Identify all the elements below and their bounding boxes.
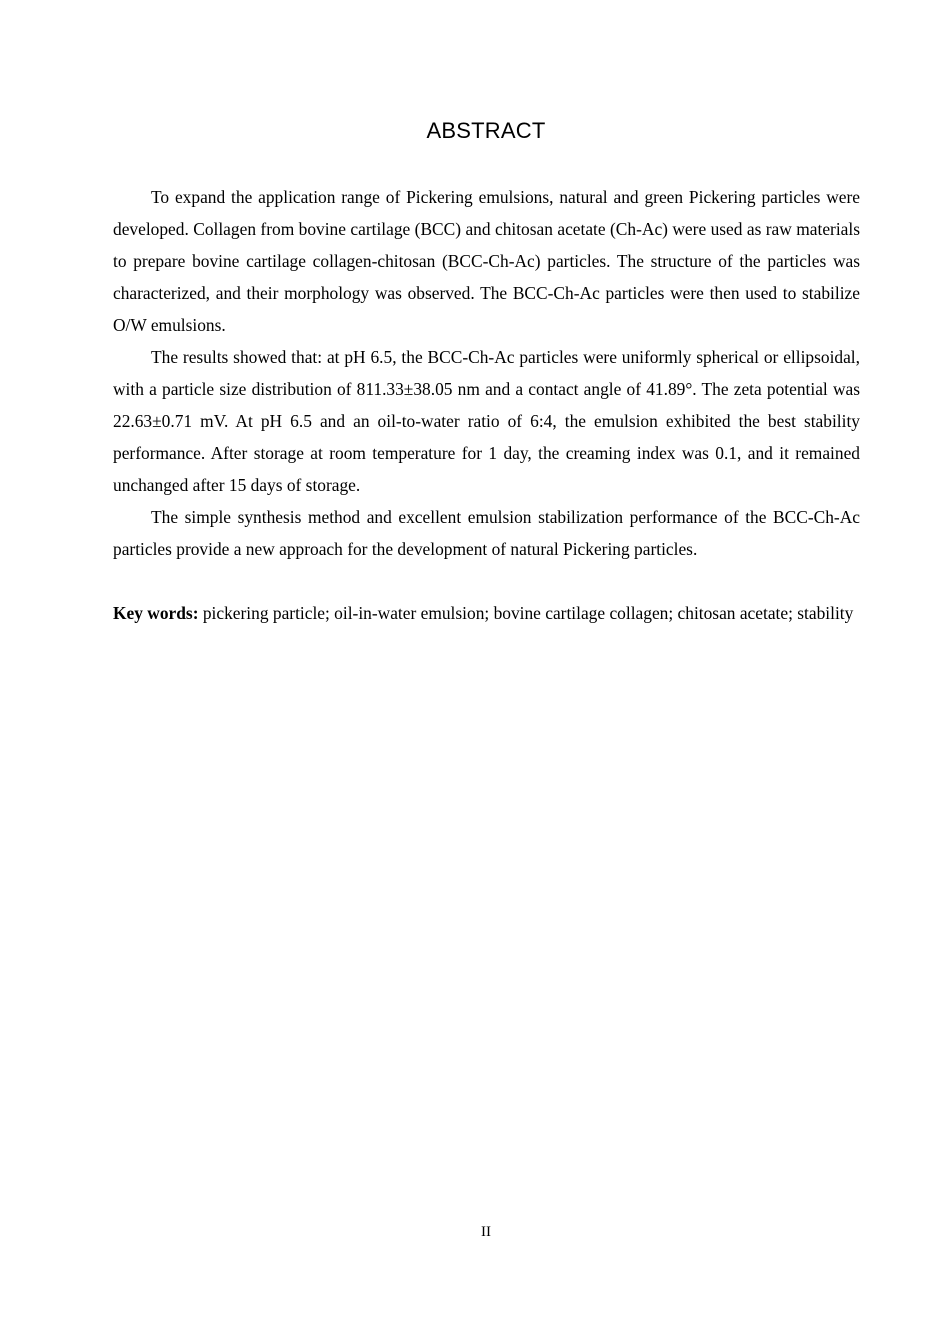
abstract-paragraph-3: The simple synthesis method and excellent emulsion stabilization performance of the BCC-Ch-Ac particles provide a new approach for the development of natural Pickering particles. [113, 507, 860, 559]
keywords-label: Key words: [113, 603, 199, 623]
page-number: II [481, 1224, 491, 1240]
keywords-line [113, 597, 860, 629]
abstract-body [113, 181, 860, 629]
keywords-text: pickering particle; oil-in-water emulsion; bovine cartilage collagen; chitosan acetate; stability [198, 603, 854, 623]
abstract-title: ABSTRACT [426, 118, 546, 143]
abstract-paragraph-2: The results showed that: at pH 6.5, the BCC-Ch-Ac particles were uniformly spherical or ellipsoidal, with a particle size distribution of 811.33±38.05 nm and a contact angle of 41.89°. The zeta potential was 22.63±0.71 mV. At pH 6.5 and an oil-to-water ratio of 6:4, the emulsion exhibited the best stability performance. After storage at room temperature for 1 day, the creaming index was 0.1, and it remained unchanged after 15 days of storage. [113, 347, 860, 495]
abstract-paragraph-1: To expand the application range of Pickering emulsions, natural and green Pickering particles were developed. Collagen from bovine cartilage (BCC) and chitosan acetate (Ch-Ac) were used as raw materials to prepare bovine cartilage collagen-chitosan (BCC-Ch-Ac) particles. The structure of the particles was characterized, and their morphology was observed. The BCC-Ch-Ac particles were then used to stabilize O/W emulsions. [113, 187, 860, 335]
